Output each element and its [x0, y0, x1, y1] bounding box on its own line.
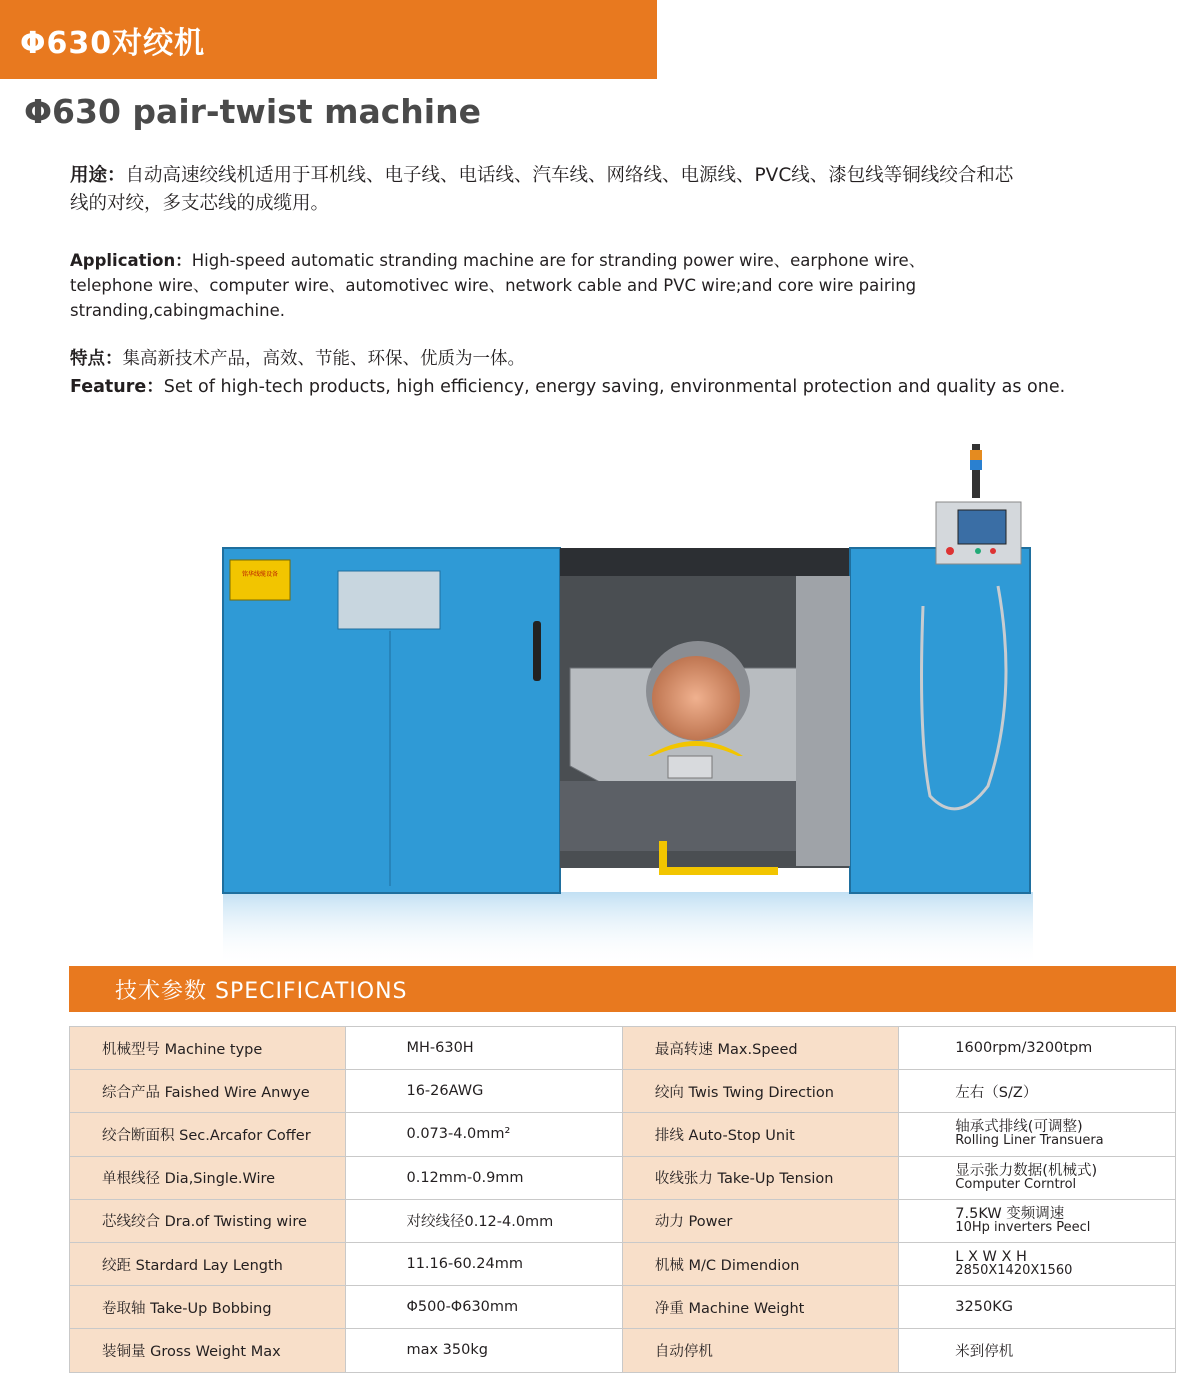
spec-key: 最高转速 Max.Speed: [622, 1027, 898, 1070]
table-row: [70, 1199, 1176, 1242]
warning-sign: [230, 560, 290, 600]
application-en: [70, 248, 950, 323]
spec-value-line2: 10Hp inverters Peecl: [955, 1219, 1091, 1235]
spec-value: [899, 1199, 1176, 1242]
spec-value-line2: Rolling Liner Transuera: [955, 1133, 1104, 1149]
alarm-button: [990, 548, 996, 554]
sign-text: 铭华线缆设备: [241, 571, 279, 578]
usage-cn: [70, 162, 1030, 218]
feature-en: [70, 373, 1130, 401]
table-row: [70, 1156, 1176, 1199]
left-window: [338, 571, 440, 629]
feature-block: [70, 345, 1130, 401]
table-row: [70, 1242, 1176, 1285]
specs-heading: 技术参数 SPECIFICATIONS: [115, 978, 408, 1004]
spec-value-line2: 2850X1420X1560: [955, 1263, 1073, 1279]
spec-key: 机械 M/C Dimendion: [622, 1242, 898, 1285]
top-rail: [560, 548, 850, 576]
spec-value: [899, 1242, 1176, 1285]
door-handle: [533, 621, 541, 681]
spec-value: 对绞线径0.12-4.0mm: [346, 1199, 622, 1242]
spec-key: 装铜量 Gross Weight Max: [70, 1329, 346, 1372]
spec-key: 排线 Auto-Stop Unit: [622, 1113, 898, 1156]
signal-light-orange: [970, 450, 982, 460]
feature-text-en: Set of high-tech products, high efficiency, energy saving, environmental protection and quality as one.: [163, 377, 1066, 397]
table-row: [70, 1286, 1176, 1329]
feature-cn: [70, 345, 1130, 373]
start-button: [975, 548, 981, 554]
spec-value: 0.073-4.0mm²: [346, 1113, 622, 1156]
spec-value: MH-630H: [346, 1027, 622, 1070]
title-banner: [0, 0, 657, 79]
table-row: [70, 1113, 1176, 1156]
table-row: [70, 1070, 1176, 1113]
spec-key: 卷取轴 Take-Up Bobbing: [70, 1286, 346, 1329]
spec-value: [899, 1156, 1176, 1199]
signal-light-blue: [970, 460, 982, 470]
spec-key: 绞合断面积 Sec.Arcafor Coffer: [70, 1113, 346, 1156]
spec-value-line1: L X W X H: [955, 1249, 1027, 1266]
spec-key: 收线张力 Take-Up Tension: [622, 1156, 898, 1199]
floor-reflection: [223, 892, 1033, 966]
table-row: [70, 1027, 1176, 1070]
usage-text-cn: 自动高速绞线机适用于耳机线、电子线、电话线、汽车线、网络线、电源线、PVC线、漆包线等铜线绞合和芯线的对绞，多支芯线的成缆用。: [70, 165, 1014, 214]
usage-label-cn: 用途：: [70, 165, 126, 186]
spec-value: 3250KG: [899, 1286, 1176, 1329]
center-gear: [668, 756, 712, 778]
spec-key: 动力 Power: [622, 1199, 898, 1242]
spec-value: 0.12mm-0.9mm: [346, 1156, 622, 1199]
spec-value: max 350kg: [346, 1329, 622, 1372]
spec-value: [899, 1113, 1176, 1156]
spec-value: 16-26AWG: [346, 1070, 622, 1113]
spec-value: 1600rpm/3200tpm: [899, 1027, 1176, 1070]
feature-label-cn: 特点：: [70, 349, 123, 369]
spec-key: 机械型号 Machine type: [70, 1027, 346, 1070]
spec-value-line1: 轴承式排线(可调整): [955, 1119, 1083, 1136]
spec-value-line1: 显示张力数据(机械式): [955, 1162, 1098, 1179]
spec-key: 综合产品 Faished Wire Anwye: [70, 1070, 346, 1113]
spec-value: 左右（S/Z）: [899, 1070, 1176, 1113]
spec-value-line2: Computer Corntrol: [955, 1176, 1077, 1192]
spec-key: 自动停机: [622, 1329, 898, 1372]
spec-key: 净重 Machine Weight: [622, 1286, 898, 1329]
spec-value: Φ500-Φ630mm: [346, 1286, 622, 1329]
feature-label-en: Feature：: [70, 377, 164, 397]
specs-heading-bar: [69, 966, 1176, 1012]
spec-key: 单根线径 Dia,Single.Wire: [70, 1156, 346, 1199]
copper-bobbin: [652, 656, 740, 740]
spec-key: 绞距 Stardard Lay Length: [70, 1242, 346, 1285]
touch-screen: [958, 510, 1006, 544]
spec-value: 米到停机: [899, 1329, 1176, 1372]
page-subtitle: Φ630 pair-twist machine: [24, 92, 481, 131]
feature-text-cn: 集高新技术产品，高效、节能、环保、优质为一体。: [122, 349, 525, 369]
spec-value-line1: 7.5KW 变频调速: [955, 1205, 1065, 1222]
page-title: Φ630对绞机: [20, 25, 206, 61]
application-label: Application：: [70, 251, 192, 270]
spec-key: 芯线绞合 Dra.of Twisting wire: [70, 1199, 346, 1242]
spec-key: 绞向 Twis Twing Direction: [622, 1070, 898, 1113]
specs-table: [69, 1026, 1176, 1373]
table-row: [70, 1329, 1176, 1372]
right-mechanism: [796, 576, 850, 866]
application-text: High-speed automatic stranding machine are for stranding power wire、earphone wire、telephone wire、computer wire、automotivec wire、network cable and PVC wire;and core wire pairing stranding,cabingmachine.: [70, 251, 926, 320]
machine-photo: [218, 436, 1042, 966]
stop-button: [946, 547, 954, 555]
spec-value: 11.16-60.24mm: [346, 1242, 622, 1285]
